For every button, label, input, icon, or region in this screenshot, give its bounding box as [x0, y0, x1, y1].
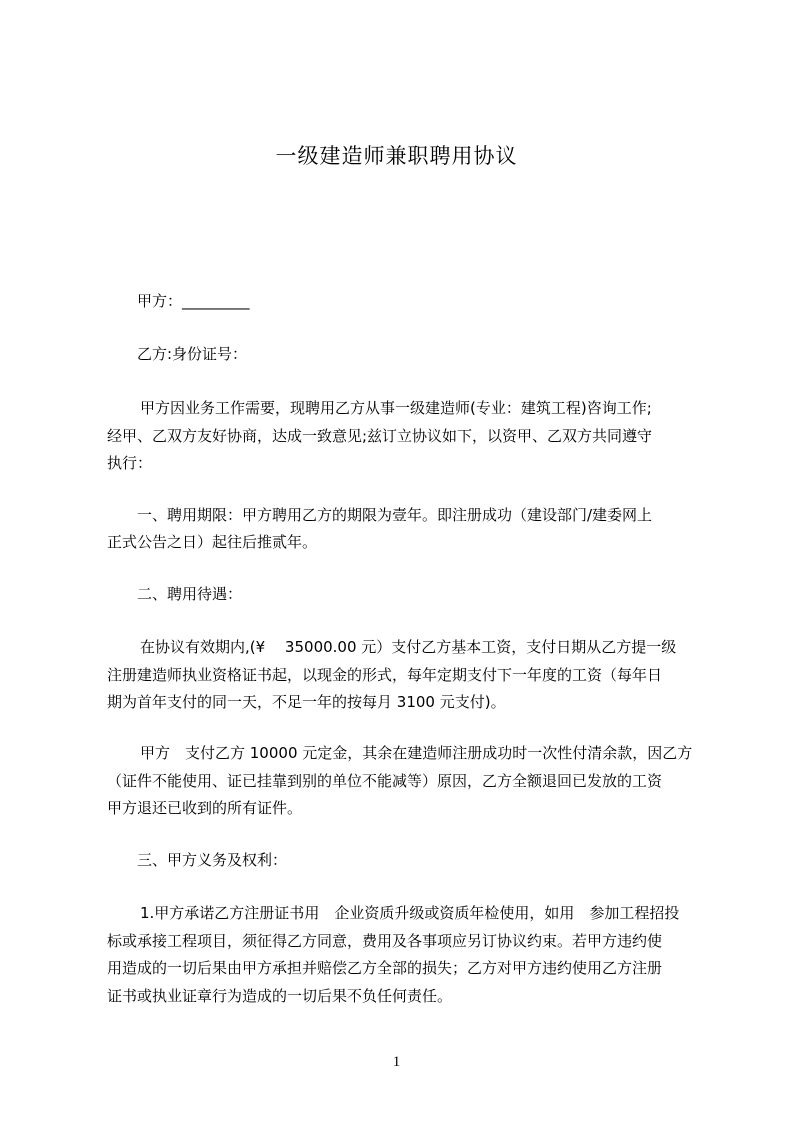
section2-para1-line: 注册建造师执业资格证书起，以现金的形式，每年定期支付下一年度的工资（每年日 [107, 666, 663, 684]
section2-para2-line: 甲方退还已收到的所有证件。 [107, 799, 303, 817]
section3-item1-line: 1.甲方承诺乙方注册证书用 企业资质升级或资质年检使用，如用 参加工程招投 [140, 904, 680, 922]
section2-para2-line: 甲方 支付乙方 10000 元定金，其余在建造师注册成功时一次性付清余款，因乙方 [140, 744, 693, 762]
intro-line: 经甲、乙双方友好协商，达成一致意见;兹订立协议如下，以资甲、乙双方共同遵守 [107, 427, 653, 445]
party-a-line: 甲方：_________ [137, 292, 250, 310]
section2-heading: 二、聘用待遇： [137, 585, 243, 603]
section3-heading: 三、甲方义务及权利： [137, 851, 288, 869]
section3-item1-line: 用造成的一切后果由甲方承担并赔偿乙方全部的损失；乙方对甲方违约使用乙方注册 [107, 959, 663, 977]
section2-para1-line: 期为首年支付的同一天，不足一年的按每月 3100 元支付)。 [107, 693, 506, 711]
section3-item1-line: 标或承接工程项目，须征得乙方同意，费用及各事项应另订协议约束。若甲方违约使 [107, 932, 663, 950]
party-b-line: 乙方:身份证号： [137, 345, 248, 363]
section3-item1-line: 证书或执业证章行为造成的一切后果不负任何责任。 [107, 987, 453, 1005]
section1-line: 正式公告之日）起往后推贰年。 [107, 533, 318, 551]
intro-line: 执行： [107, 454, 153, 472]
section1-line: 一、聘用期限：甲方聘用乙方的期限为壹年。即注册成功（建设部门/建委网上 [137, 506, 653, 524]
section2-para2-line: （证件不能使用、证已挂靠到别的单位不能减等）原因，乙方全额退回已发放的工资 [107, 772, 663, 790]
intro-line: 甲方因业务工作需要，现聘用乙方从事一级建造师(专业：建筑工程)咨询工作; [140, 399, 652, 417]
page-number: 1 [392, 1054, 401, 1070]
section2-para1-line: 在协议有效期内,(¥ 35000.00 元）支付乙方基本工资，支付日期从乙方提一级 [140, 638, 677, 656]
document-title: 一级建造师兼职聘用协议 [275, 144, 518, 168]
